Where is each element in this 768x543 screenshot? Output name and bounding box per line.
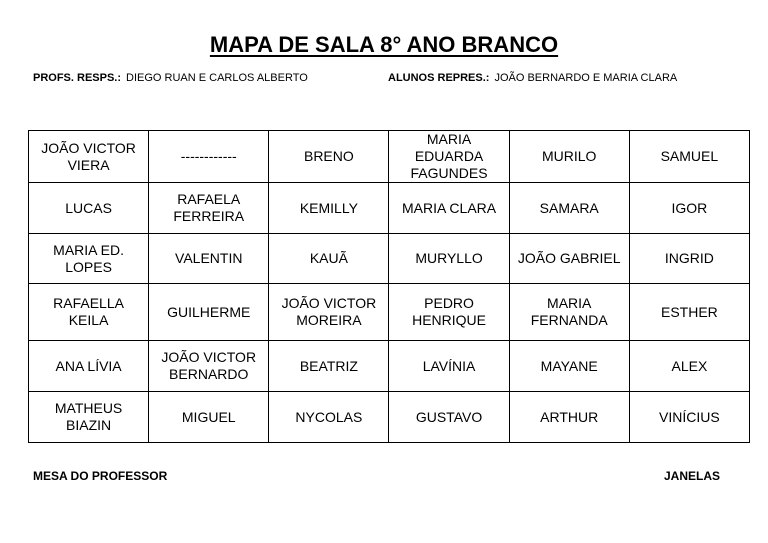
seat-cell: LUCAS [29, 183, 149, 234]
seat-cell: ANA LÍVIA [29, 341, 149, 392]
teachers-info [33, 72, 308, 84]
seat-row [29, 234, 750, 284]
seat-cell: SAMARA [509, 183, 629, 234]
seat-cell: MATHEUS BIAZIN [29, 392, 149, 443]
seat-cell: GUILHERME [149, 284, 269, 341]
student-reps-value: JOÃO BERNARDO E MARIA CLARA [494, 72, 678, 84]
seat-row [29, 341, 750, 392]
seat-cell: GUSTAVO [389, 392, 509, 443]
seat-cell: RAFAELA FERREIRA [149, 183, 269, 234]
seat-cell: MURILO [509, 131, 629, 183]
seat-cell: ARTHUR [509, 392, 629, 443]
seat-cell: ALEX [629, 341, 749, 392]
teachers-value: DIEGO RUAN E CARLOS ALBERTO [126, 72, 308, 84]
seat-cell: PEDRO HENRIQUE [389, 284, 509, 341]
seat-cell: BEATRIZ [269, 341, 389, 392]
seat-cell: MAYANE [509, 341, 629, 392]
page-title [0, 32, 768, 58]
seat-cell: IGOR [629, 183, 749, 234]
seat-cell: LAVÍNIA [389, 341, 509, 392]
teachers-label: PROFS. RESPS.: [33, 72, 122, 84]
teacher-desk-label: MESA DO PROFESSOR [33, 469, 168, 483]
seat-cell: RAFAELLA KEILA [29, 284, 149, 341]
seat-cell: KEMILLY [269, 183, 389, 234]
student-reps-label: ALUNOS REPRES.: [388, 72, 490, 84]
seat-row [29, 183, 750, 234]
seat-cell: VALENTIN [149, 234, 269, 284]
student-reps-info [388, 72, 677, 84]
seat-cell: NYCOLAS [269, 392, 389, 443]
seat-cell: JOÃO VICTOR BERNARDO [149, 341, 269, 392]
seating-chart [28, 130, 750, 443]
seat-cell: MARIA ED. LOPES [29, 234, 149, 284]
seat-cell: INGRID [629, 234, 749, 284]
seat-cell: VINÍCIUS [629, 392, 749, 443]
seat-cell: KAUÃ [269, 234, 389, 284]
seat-row [29, 392, 750, 443]
seat-cell: ------------ [149, 131, 269, 183]
seat-cell: JOÃO VICTOR VIERA [29, 131, 149, 183]
seat-cell: ESTHER [629, 284, 749, 341]
seat-cell: MARIA CLARA [389, 183, 509, 234]
seat-cell: JOÃO VICTOR MOREIRA [269, 284, 389, 341]
seat-cell: BRENO [269, 131, 389, 183]
windows-label: JANELAS [663, 469, 720, 483]
seat-cell: SAMUEL [629, 131, 749, 183]
seat-cell: JOÃO GABRIEL [509, 234, 629, 284]
seat-cell: MURYLLO [389, 234, 509, 284]
seat-row [29, 284, 750, 341]
page-title-text: MAPA DE SALA 8° ANO BRANCO [209, 32, 559, 57]
seat-cell: MIGUEL [149, 392, 269, 443]
seat-cell: MARIA FERNANDA [509, 284, 629, 341]
seat-row [29, 131, 750, 183]
seat-cell: MARIA EDUARDA FAGUNDES [389, 131, 509, 183]
